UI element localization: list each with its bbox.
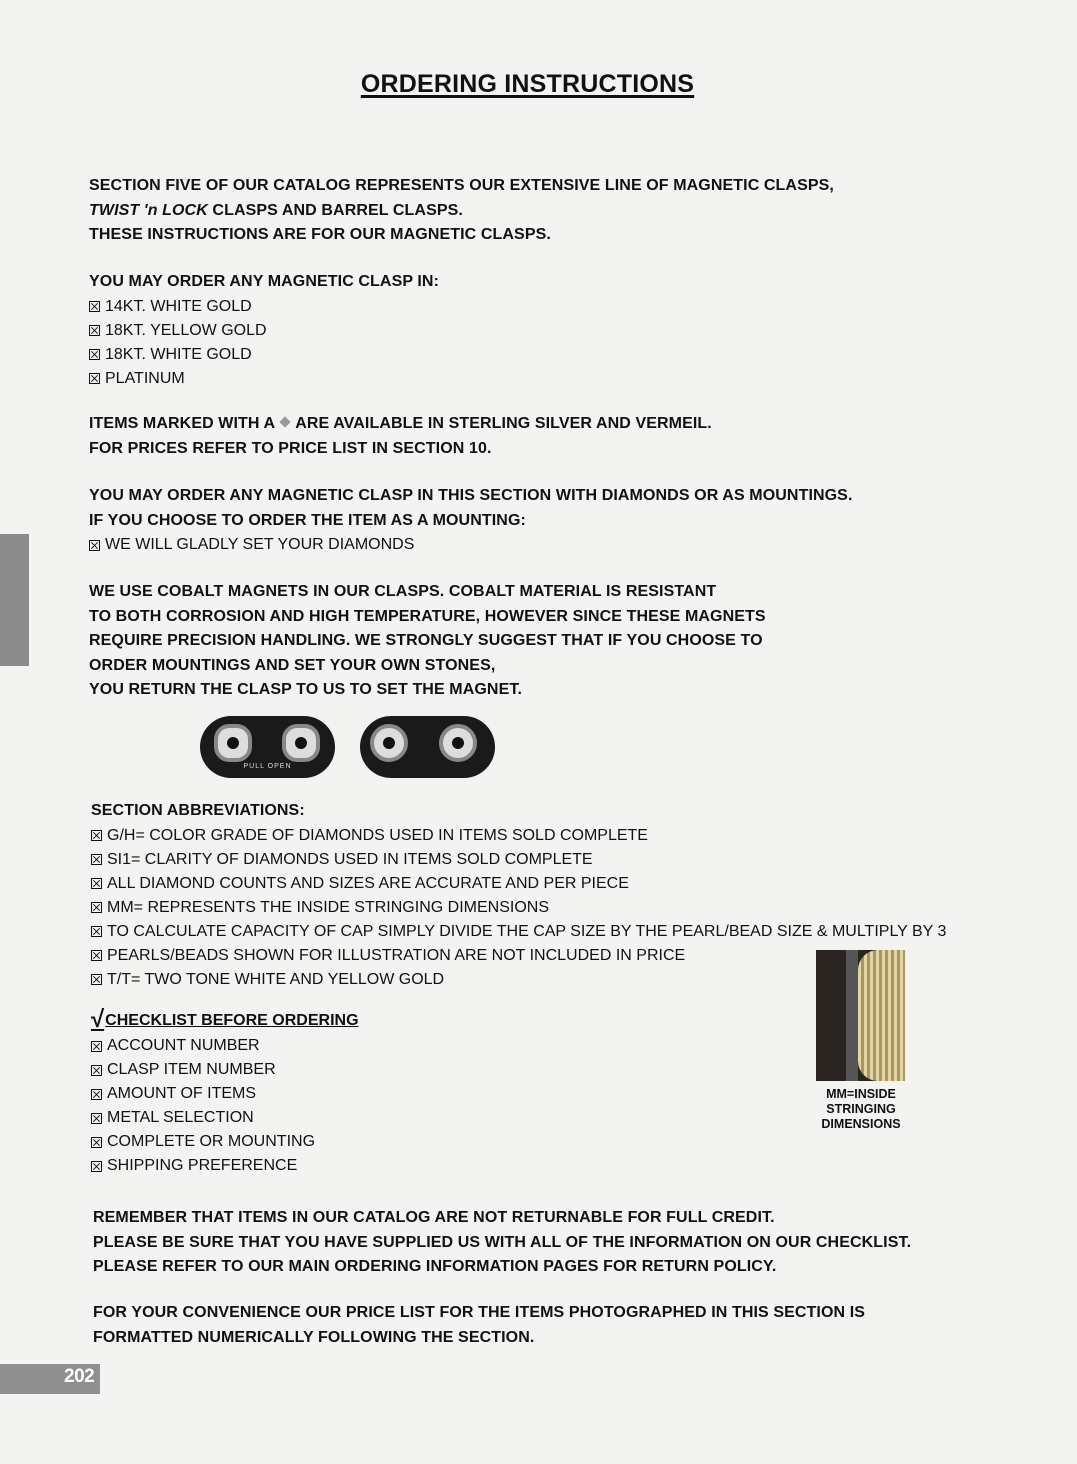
metal-item: 18KT. YELLOW GOLD <box>89 319 439 343</box>
abbreviations-heading: SECTION ABBREVIATIONS: <box>91 802 305 819</box>
intro-line-3: THESE INSTRUCTIONS ARE FOR OUR MAGNETIC CLASPS. <box>89 226 551 243</box>
metal-item: 18KT. WHITE GOLD <box>89 343 439 367</box>
clasp-closed-image <box>200 716 335 778</box>
diamonds-line-1: YOU MAY ORDER ANY MAGNETIC CLASP IN THIS SECTION WITH DIAMONDS OR AS MOUNTINGS. <box>89 487 853 504</box>
page-title: ORDERING INSTRUCTIONS <box>360 70 695 98</box>
checkbox-x-icon <box>91 974 102 985</box>
diamonds-item: WE WILL GLADLY SET YOUR DIAMONDS <box>89 533 853 557</box>
photo-caption: MM=INSIDE STRINGING DIMENSIONS <box>821 1087 901 1131</box>
cobalt-line: TO BOTH CORROSION AND HIGH TEMPERATURE, HOWEVER SINCE THESE MAGNETS <box>89 607 766 625</box>
abbreviation-item: PEARLS/BEADS SHOWN FOR ILLUSTRATION ARE NOT INCLUDED IN PRICE <box>91 944 946 968</box>
convenience-line: FOR YOUR CONVENIENCE OUR PRICE LIST FOR THE ITEMS PHOTOGRAPHED IN THIS SECTION IS <box>93 1304 866 1321</box>
checkbox-x-icon <box>91 1137 102 1148</box>
abbreviation-item: T/T= TWO TONE WHITE AND YELLOW GOLD <box>91 968 946 992</box>
marked-line-2: FOR PRICES REFER TO PRICE LIST IN SECTION 10. <box>89 439 492 457</box>
abbreviation-item: SI1= CLARITY OF DIAMONDS USED IN ITEMS SOLD COMPLETE <box>91 848 946 872</box>
marked-items-block <box>89 412 712 461</box>
convenience-block <box>93 1301 865 1350</box>
convenience-line: FORMATTED NUMERICALLY FOLLOWING THE SECTION. <box>93 1328 535 1346</box>
checkbox-x-icon <box>91 902 102 913</box>
abbreviation-item: ALL DIAMOND COUNTS AND SIZES ARE ACCURATE AND PER PIECE <box>91 872 946 896</box>
checkbox-x-icon <box>89 301 100 312</box>
diamonds-line-2: IF YOU CHOOSE TO ORDER THE ITEM AS A MOUNTING: <box>89 511 526 529</box>
pull-open-label: PULL OPEN <box>243 763 292 770</box>
checklist-heading: √ CHECKLIST BEFORE ORDERING <box>91 1006 359 1033</box>
checkbox-x-icon <box>89 373 100 384</box>
remember-line: PLEASE BE SURE THAT YOU HAVE SUPPLIED US WITH ALL OF THE INFORMATION ON OUR CHECKLIST. <box>93 1233 912 1251</box>
diamond-icon <box>280 416 291 427</box>
intro-block <box>89 174 834 248</box>
marked-line-1: ITEMS MARKED WITH A ARE AVAILABLE IN STERLING SILVER AND VERMEIL. <box>89 415 712 432</box>
twist-n-lock-text: TWIST 'n LOCK <box>89 201 208 219</box>
cobalt-line: ORDER MOUNTINGS AND SET YOUR OWN STONES, <box>89 656 496 674</box>
diamonds-block <box>89 484 853 557</box>
checkbox-x-icon <box>89 540 100 551</box>
metals-block <box>89 270 439 391</box>
cobalt-block <box>89 580 766 703</box>
remember-line: PLEASE REFER TO OUR MAIN ORDERING INFORMATION PAGES FOR RETURN POLICY. <box>93 1258 777 1275</box>
metal-item: 14KT. WHITE GOLD <box>89 295 439 319</box>
cobalt-line: WE USE COBALT MAGNETS IN OUR CLASPS. COBALT MATERIAL IS RESISTANT <box>89 583 717 600</box>
clasp-open-image <box>360 716 495 778</box>
checkbox-x-icon <box>89 349 100 360</box>
checkbox-x-icon <box>91 1041 102 1052</box>
checkmark-icon: √ <box>91 1006 105 1033</box>
checkbox-x-icon <box>91 878 102 889</box>
checklist-item: SHIPPING PREFERENCE <box>91 1154 359 1178</box>
cobalt-line: YOU RETURN THE CLASP TO US TO SET THE MAGNET. <box>89 681 522 698</box>
checklist-block <box>91 1006 359 1178</box>
checkbox-x-icon <box>91 950 102 961</box>
checkbox-x-icon <box>91 854 102 865</box>
checkbox-x-icon <box>91 1065 102 1076</box>
checklist-item: METAL SELECTION <box>91 1106 359 1130</box>
intro-line-1: SECTION FIVE OF OUR CATALOG REPRESENTS OUR EXTENSIVE LINE OF MAGNETIC CLASPS, <box>89 177 834 194</box>
abbreviation-item: TO CALCULATE CAPACITY OF CAP SIMPLY DIVIDE THE CAP SIZE BY THE PEARL/BEAD SIZE & MULTIPLY BY 3 <box>91 920 946 944</box>
remember-block <box>93 1206 911 1280</box>
intro-line-2 <box>89 199 834 224</box>
abbreviation-item: MM= REPRESENTS THE INSIDE STRINGING DIMENSIONS <box>91 896 946 920</box>
section-side-tab <box>0 534 29 666</box>
metals-heading: YOU MAY ORDER ANY MAGNETIC CLASP IN: <box>89 273 440 290</box>
remember-line: REMEMBER THAT ITEMS IN OUR CATALOG ARE NOT RETURNABLE FOR FULL CREDIT. <box>93 1209 775 1226</box>
checkbox-x-icon <box>91 926 102 937</box>
checklist-item: CLASP ITEM NUMBER <box>91 1058 359 1082</box>
cobalt-line: REQUIRE PRECISION HANDLING. WE STRONGLY SUGGEST THAT IF YOU CHOOSE TO <box>89 632 763 649</box>
checkbox-x-icon <box>91 1161 102 1172</box>
abbreviation-item: G/H= COLOR GRADE OF DIAMONDS USED IN ITEMS SOLD COMPLETE <box>91 824 946 848</box>
checklist-item: ACCOUNT NUMBER <box>91 1034 359 1058</box>
checkbox-x-icon <box>91 1113 102 1124</box>
clasp-stringing-photo <box>816 950 905 1081</box>
checkbox-x-icon <box>89 325 100 336</box>
page-number: 202 <box>64 1366 95 1387</box>
checklist-item: AMOUNT OF ITEMS <box>91 1082 359 1106</box>
checklist-item: COMPLETE OR MOUNTING <box>91 1130 359 1154</box>
checkbox-x-icon <box>91 830 102 841</box>
checkbox-x-icon <box>91 1089 102 1100</box>
intro-line-2-rest: CLASPS AND BARREL CLASPS. <box>207 201 463 219</box>
metal-item: PLATINUM <box>89 367 439 391</box>
